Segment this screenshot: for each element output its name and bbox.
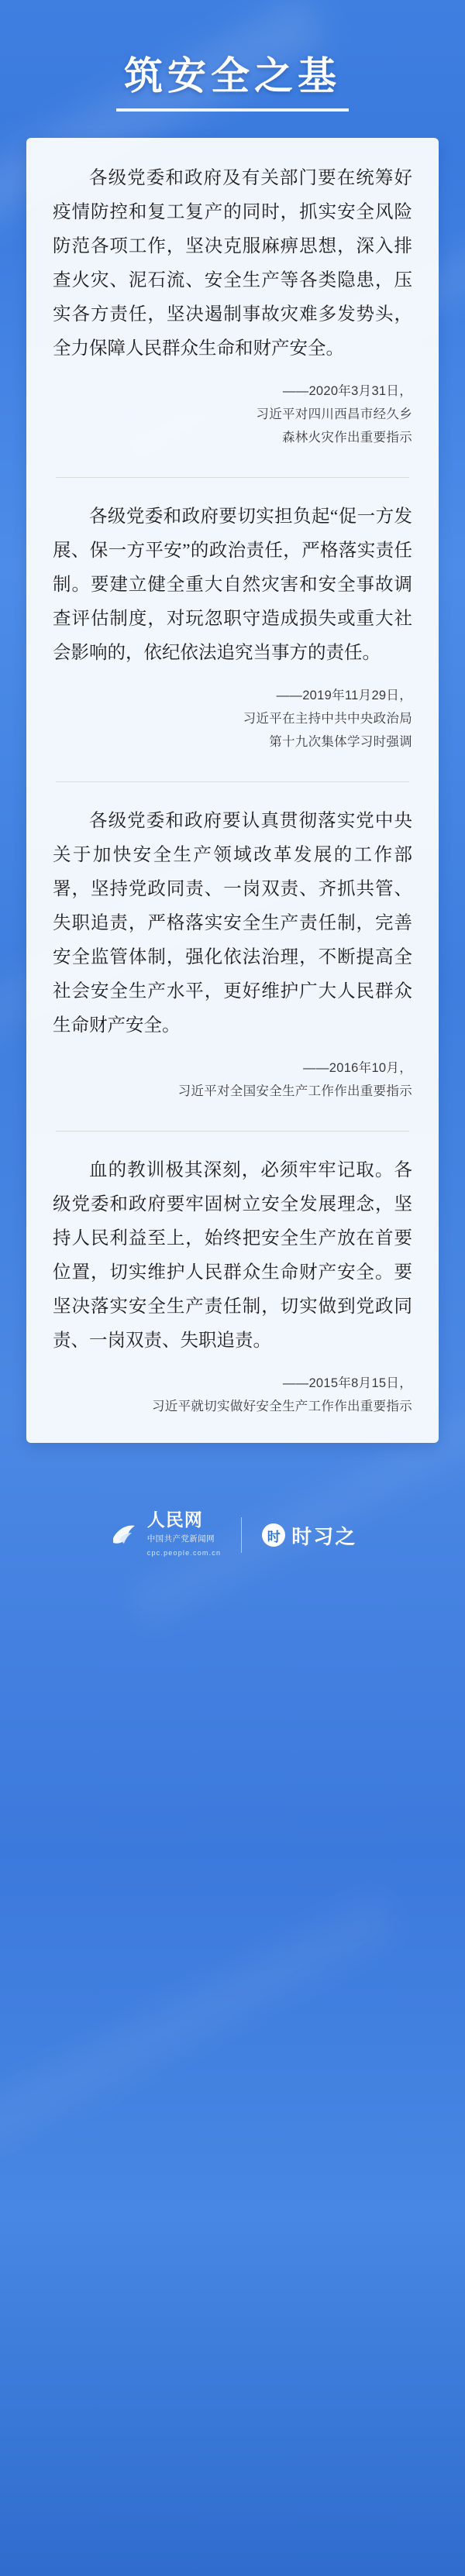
page-title-wrap	[0, 0, 465, 138]
attribution-line: ——2019年11月29日，	[276, 689, 412, 702]
quote-paragraph: 血的教训极其深刻，必须牢牢记取。各级党委和政府要牢固树立安全发展理念，坚持人民利益至上，始终把安全生产放在首要位置，切实维护人民群众生命财产安全。要坚决落实安全生产责任制，切实做到党政同责、一岗双责、失职追责。	[53, 1160, 412, 1351]
quote-section-3	[53, 804, 412, 1108]
brand-badge: 时	[262, 1523, 285, 1547]
section-divider	[56, 781, 409, 782]
quote-section-4	[53, 1153, 412, 1423]
section-divider	[56, 1131, 409, 1132]
logo-sub-text: 中国共产党新闻网	[146, 1534, 215, 1544]
attribution-line: ——2020年3月31日，	[282, 384, 412, 398]
content-card	[26, 138, 439, 1443]
decorative-streak	[0, 1893, 398, 2181]
people-cn-logo[interactable]	[108, 1510, 221, 1559]
attribution-line: ——2015年8月15日，	[282, 1376, 412, 1390]
attribution-line: 习近平在主持中共中央政治局	[243, 712, 412, 726]
logo-url-text: cpc.people.com.cn	[146, 1549, 222, 1558]
attribution-line: 森林火灾作出重要指示	[282, 431, 412, 445]
logo-text-group	[147, 1510, 221, 1559]
shixizhi-brand[interactable]	[262, 1521, 356, 1550]
quote-paragraph: 各级党委和政府要切实担负起“促一方发展、保一方平安”的政治责任，严格落实责任制。要建立健全重大自然灾害和安全事故调查评估制度，对玩忽职守造成损失或重大社会影响的，依纪依法追究当事方的责任。	[53, 507, 412, 663]
attribution-line: 习近平对全国安全生产工作作出重要指示	[177, 1084, 412, 1098]
attribution-line: 习近平对四川西昌市经久乡	[256, 407, 412, 421]
quote-section-2	[53, 500, 412, 758]
dove-icon	[108, 1520, 140, 1551]
quote-attribution	[53, 1056, 412, 1103]
quote-attribution	[53, 684, 412, 754]
logo-main-text: 人民网	[146, 1510, 203, 1530]
attribution-line: ——2016年10月，	[303, 1061, 412, 1075]
brand-text: 时习之	[291, 1525, 357, 1548]
attribution-line: 第十九次集体学习时强调	[269, 735, 412, 749]
footer	[0, 1477, 465, 1593]
quote-attribution	[53, 1372, 412, 1418]
quote-paragraph: 各级党委和政府要认真贯彻落实党中央关于加快安全生产领域改革发展的工作部署，坚持党政同责、一岗双责、齐抓共管、失职追责，严格落实安全生产责任制，完善安全监管体制，强化依法治理，不断提高全社会安全生产水平，更好维护广大人民群众生命财产安全。	[53, 811, 412, 1036]
quote-attribution	[53, 380, 412, 449]
footer-divider	[241, 1517, 242, 1553]
quote-section-1	[53, 161, 412, 454]
quote-paragraph: 各级党委和政府及有关部门要在统筹好疫情防控和复工复产的同时，抓实安全风险防范各项工作，坚决克服麻痹思想，深入排查火灾、泥石流、安全生产等各类隐患，压实各方责任，坚决遏制事故灾难多发势头，全力保障人民群众生命和财产安全。	[53, 168, 412, 359]
section-divider	[56, 477, 409, 478]
attribution-line: 习近平就切实做好安全生产工作作出重要指示	[152, 1400, 412, 1413]
page-title: 筑安全之基	[116, 40, 349, 112]
